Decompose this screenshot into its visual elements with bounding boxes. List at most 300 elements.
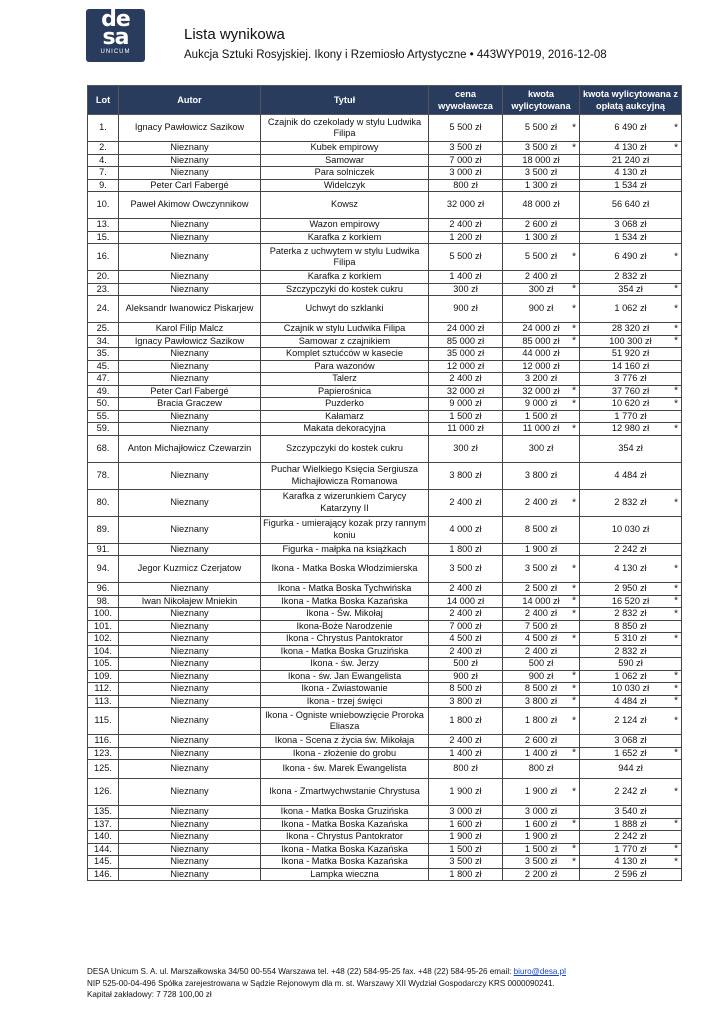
cell-start-price: 1 400 zł [429,747,503,760]
cell-price-with-fee [580,219,682,232]
cell-price-with-fee-value: 10 620 zł [611,398,650,408]
asterisk-mark: * [674,583,678,594]
cell-hammer-price-value: 5 500 zł [524,251,558,262]
cell-title: Figurka - umierający kozak przy rannym koniu [261,516,429,543]
cell-author: Nieznany [119,670,261,683]
cell-title: Ikona - Św. Mikołaj [261,608,429,621]
table-row [88,360,682,373]
cell-price-with-fee [580,556,682,583]
cell-hammer-price-value: 2 400 zł [524,645,558,656]
cell-price-with-fee [580,410,682,423]
cell-start-price: 24 000 zł [429,323,503,336]
cell-hammer-price-value: 1 600 zł [524,818,558,829]
cell-author: Nieznany [119,219,261,232]
table-header-row [88,86,682,115]
asterisk-mark: * [572,423,576,434]
cell-price-with-fee [580,670,682,683]
table-row [88,708,682,735]
cell-hammer-price-value: 8 500 zł [524,683,558,693]
cell-hammer-price [503,219,580,232]
cell-price-with-fee-value: 14 160 zł [611,360,650,371]
cell-price-with-fee-value: 21 240 zł [611,154,650,165]
footer-line-1 [87,966,687,978]
asterisk-mark: * [674,496,678,508]
cell-title: Talerz [261,373,429,386]
cell-hammer-price [503,831,580,844]
cell-hammer-price [503,608,580,621]
cell-lot: 49. [88,385,119,398]
table-row [88,516,682,543]
table-row [88,806,682,819]
asterisk-mark: * [572,695,576,707]
asterisk-mark: * [572,818,576,830]
cell-lot: 94. [88,556,119,583]
asterisk-mark: * [674,251,678,263]
cell-hammer-price [503,115,580,142]
cell-price-with-fee-value: 4 130 zł [614,856,647,866]
cell-price-with-fee-value: 4 130 zł [614,142,647,152]
cell-hammer-price-value: 2 600 zł [524,219,558,229]
cell-hammer-price-value: 2 400 zł [524,271,558,281]
cell-author: Bracia Graczew [119,398,261,411]
cell-start-price: 800 zł [429,179,503,192]
cell-lot: 10. [88,192,119,219]
cell-start-price: 2 400 zł [429,608,503,621]
cell-start-price: 7 000 zł [429,620,503,633]
cell-price-with-fee [580,283,682,296]
cell-price-with-fee [580,348,682,361]
cell-title: Samowar z czajnikiem [261,335,429,348]
cell-hammer-price [503,423,580,436]
cell-start-price: 11 000 zł [429,423,503,436]
cell-price-with-fee-value: 590 zł [618,658,643,668]
cell-hammer-price [503,620,580,633]
cell-hammer-price [503,556,580,583]
asterisk-mark: * [674,683,678,694]
cell-title: Ikona - Matka Boska Kazańska [261,843,429,856]
cell-lot: 20. [88,271,119,284]
cell-hammer-price [503,489,580,516]
cell-hammer-price-value: 1 500 zł [524,843,558,854]
cell-hammer-price-value: 3 800 zł [524,469,558,480]
table-row [88,856,682,869]
cell-hammer-price [503,410,580,423]
cell-title: Ikona - Ogniste wniebowzięcie Proroka Eliasza [261,708,429,735]
cell-author: Nieznany [119,831,261,844]
cell-hammer-price [503,323,580,336]
table-row [88,323,682,336]
footer-line-2: NIP 525-00-04-496 Spółka zarejestrowana w Sądzie Rejonowym dla m. st. Warszawy XII Wydział Gospodarczy KRS 0000090241. [87,978,555,988]
cell-hammer-price-value: 3 200 zł [524,373,558,383]
cell-author: Nieznany [119,806,261,819]
cell-hammer-price [503,516,580,543]
asterisk-mark: * [674,747,678,759]
table-row [88,192,682,219]
asterisk-mark: * [674,818,678,830]
cell-title: Kubek empirowy [261,142,429,155]
table-row [88,435,682,462]
cell-hammer-price [503,633,580,646]
cell-price-with-fee-value: 2 832 zł [614,271,647,281]
cell-author: Nieznany [119,543,261,556]
asterisk-mark: * [572,843,576,855]
cell-price-with-fee-value: 1 770 zł [614,843,647,854]
cell-start-price: 900 zł [429,670,503,683]
cell-hammer-price-value: 48 000 zł [522,199,560,210]
table-row [88,115,682,142]
table-row [88,489,682,516]
cell-title: Figurka - małpka na książkach [261,543,429,556]
cell-start-price: 2 400 zł [429,645,503,658]
cell-start-price: 5 500 zł [429,115,503,142]
cell-price-with-fee-value: 2 832 zł [614,645,647,656]
cell-author: Nieznany [119,645,261,658]
cell-lot: 47. [88,373,119,386]
cell-author: Nieznany [119,154,261,167]
cell-hammer-price-value: 1 800 zł [524,715,558,726]
cell-lot: 2. [88,142,119,155]
cell-hammer-price-value: 2 500 zł [524,583,558,593]
cell-price-with-fee [580,779,682,806]
cell-title: Widelczyk [261,179,429,192]
cell-hammer-price [503,435,580,462]
cell-price-with-fee [580,760,682,779]
cell-author: Anton Michajłowicz Czewarzin [119,435,261,462]
cell-price-with-fee [580,231,682,244]
table-row [88,595,682,608]
cell-price-with-fee-value: 8 850 zł [614,620,647,631]
table-row [88,410,682,423]
cell-start-price: 1 900 zł [429,779,503,806]
cell-start-price: 3 800 zł [429,462,503,489]
cell-price-with-fee [580,423,682,436]
cell-price-with-fee [580,843,682,856]
cell-price-with-fee-value: 1 652 zł [614,747,647,758]
cell-start-price: 3 500 zł [429,556,503,583]
cell-title: Puzderko [261,398,429,411]
cell-lot: 15. [88,231,119,244]
cell-lot: 50. [88,398,119,411]
cell-hammer-price [503,167,580,180]
cell-lot: 7. [88,167,119,180]
cell-author: Aleksandr Iwanowicz Piskarjew [119,296,261,323]
cell-price-with-fee-value: 2 124 zł [614,715,647,726]
cell-hammer-price [503,385,580,398]
cell-lot: 115. [88,708,119,735]
cell-title: Ikona - Chrystus Pantokrator [261,831,429,844]
cell-hammer-price [503,868,580,881]
cell-price-with-fee [580,645,682,658]
table-row [88,231,682,244]
cell-lot: 55. [88,410,119,423]
cell-price-with-fee-value: 3 776 zł [614,373,647,383]
cell-start-price: 300 zł [429,283,503,296]
cell-author: Nieznany [119,760,261,779]
footer [87,966,687,1001]
asterisk-mark: * [572,608,576,619]
cell-hammer-price [503,154,580,167]
asterisk-mark: * [572,303,576,315]
cell-start-price: 1 900 zł [429,831,503,844]
cell-start-price: 300 zł [429,435,503,462]
cell-price-with-fee [580,489,682,516]
table-row [88,296,682,323]
cell-price-with-fee [580,708,682,735]
cell-hammer-price [503,779,580,806]
cell-hammer-price-value: 2 400 zł [524,496,558,507]
table-row [88,556,682,583]
cell-hammer-price [503,398,580,411]
cell-hammer-price-value: 2 600 zł [524,735,558,745]
cell-title: Wazon empirowy [261,219,429,232]
cell-author: Nieznany [119,360,261,373]
asterisk-mark: * [674,323,678,334]
cell-author: Nieznany [119,856,261,869]
col-header-hammer-price: kwota wylicytowana [503,86,580,115]
cell-start-price: 3 500 zł [429,856,503,869]
cell-author: Nieznany [119,695,261,708]
cell-price-with-fee [580,543,682,556]
cell-price-with-fee-value: 2 242 zł [614,786,647,797]
cell-author: Nieznany [119,142,261,155]
cell-price-with-fee-value: 2 242 zł [614,543,647,554]
cell-price-with-fee [580,192,682,219]
table-row [88,543,682,556]
table-row [88,760,682,779]
table-row [88,423,682,436]
cell-title: Samowar [261,154,429,167]
table-row [88,219,682,232]
cell-price-with-fee-value: 4 484 zł [614,695,647,706]
cell-hammer-price-value: 18 000 zł [522,154,560,165]
cell-lot: 123. [88,747,119,760]
cell-hammer-price [503,348,580,361]
cell-start-price: 35 000 zł [429,348,503,361]
cell-start-price: 1 500 zł [429,410,503,423]
table-row [88,620,682,633]
cell-price-with-fee [580,296,682,323]
cell-lot: 145. [88,856,119,869]
cell-author: Nieznany [119,708,261,735]
cell-start-price: 3 800 zł [429,695,503,708]
cell-hammer-price-value: 1 300 zł [524,231,558,242]
asterisk-mark: * [674,843,678,855]
cell-lot: 105. [88,658,119,671]
cell-lot: 9. [88,179,119,192]
cell-start-price: 2 400 zł [429,489,503,516]
cell-price-with-fee-value: 2 950 zł [614,583,647,593]
cell-hammer-price [503,462,580,489]
cell-author: Karol Filip Malcz [119,323,261,336]
cell-price-with-fee [580,620,682,633]
cell-title: Paterka z uchwytem w stylu Ludwika Filipa [261,244,429,271]
table-row [88,608,682,621]
cell-price-with-fee-value: 1 888 zł [614,818,647,829]
cell-lot: 1. [88,115,119,142]
cell-title: Ikona-Boże Narodzenie [261,620,429,633]
cell-author: Nieznany [119,271,261,284]
cell-start-price: 1 500 zł [429,843,503,856]
cell-title: Ikona - Matka Boska Kazańska [261,856,429,869]
cell-price-with-fee [580,115,682,142]
asterisk-mark: * [674,595,678,607]
table-row [88,670,682,683]
cell-lot: 35. [88,348,119,361]
table-row [88,462,682,489]
cell-start-price: 32 000 zł [429,385,503,398]
cell-lot: 4. [88,154,119,167]
asterisk-mark: * [572,747,576,759]
cell-price-with-fee-value: 100 300 zł [609,335,652,346]
cell-hammer-price-value: 24 000 zł [522,323,560,333]
cell-lot: 137. [88,818,119,831]
asterisk-mark: * [572,670,576,682]
cell-hammer-price-value: 7 500 zł [524,620,558,631]
cell-author: Nieznany [119,868,261,881]
cell-author: Nieznany [119,633,261,646]
cell-title: Papierośnica [261,385,429,398]
table-row [88,398,682,411]
cell-author: Nieznany [119,348,261,361]
cell-price-with-fee [580,818,682,831]
cell-price-with-fee-value: 1 062 zł [614,303,647,314]
cell-lot: 104. [88,645,119,658]
cell-price-with-fee-value: 354 zł [618,283,643,294]
cell-title: Kowsz [261,192,429,219]
cell-lot: 113. [88,695,119,708]
cell-lot: 96. [88,583,119,596]
cell-lot: 140. [88,831,119,844]
cell-start-price: 1 600 zł [429,818,503,831]
cell-hammer-price-value: 900 zł [528,670,554,681]
cell-hammer-price [503,192,580,219]
logo-line-1: de [101,9,130,32]
cell-author: Nieznany [119,423,261,436]
cell-author: Nieznany [119,373,261,386]
cell-price-with-fee [580,142,682,155]
cell-author: Nieznany [119,608,261,621]
table-row [88,154,682,167]
cell-lot: 25. [88,323,119,336]
cell-price-with-fee [580,633,682,646]
cell-price-with-fee [580,398,682,411]
cell-hammer-price [503,683,580,696]
cell-hammer-price-value: 32 000 zł [522,385,560,396]
cell-hammer-price-value: 300 zł [528,442,554,453]
desa-unicum-logo [86,9,145,62]
cell-price-with-fee [580,323,682,336]
cell-lot: 24. [88,296,119,323]
cell-price-with-fee [580,373,682,386]
cell-lot: 135. [88,806,119,819]
cell-start-price: 4 500 zł [429,633,503,646]
cell-start-price: 3 000 zł [429,806,503,819]
cell-lot: 98. [88,595,119,608]
cell-hammer-price [503,735,580,748]
footer-email-link[interactable]: biuro@desa.pl [513,967,566,976]
cell-hammer-price [503,543,580,556]
cell-start-price: 14 000 zł [429,595,503,608]
table-row [88,283,682,296]
cell-hammer-price [503,271,580,284]
cell-price-with-fee [580,608,682,621]
cell-price-with-fee [580,583,682,596]
cell-author: Nieznany [119,462,261,489]
table-row [88,179,682,192]
table-row [88,868,682,881]
cell-hammer-price [503,843,580,856]
table-row [88,658,682,671]
cell-hammer-price [503,231,580,244]
cell-price-with-fee-value: 4 130 zł [614,167,647,177]
cell-hammer-price-value: 1 300 zł [524,179,558,190]
asterisk-mark: * [674,715,678,727]
cell-price-with-fee-value: 3 068 zł [614,219,647,229]
cell-hammer-price [503,760,580,779]
cell-title: Czajnik do czekolady w stylu Ludwika Filipa [261,115,429,142]
cell-price-with-fee [580,271,682,284]
asterisk-mark: * [674,633,678,644]
asterisk-mark: * [572,398,576,409]
cell-price-with-fee [580,360,682,373]
cell-title: Karafka z korkiem [261,271,429,284]
cell-price-with-fee-value: 12 980 zł [611,423,650,433]
cell-start-price: 32 000 zł [429,192,503,219]
cell-price-with-fee-value: 6 490 zł [614,122,647,133]
cell-author: Nieznany [119,516,261,543]
table-row [88,348,682,361]
cell-title: Ikona - Matka Boska Gruzińska [261,806,429,819]
cell-hammer-price [503,142,580,155]
asterisk-mark: * [674,856,678,867]
cell-author: Jegor Kuzmicz Czerjatow [119,556,261,583]
table-row [88,385,682,398]
asterisk-mark: * [674,398,678,409]
cell-lot: 34. [88,335,119,348]
cell-title: Ikona - złożenie do grobu [261,747,429,760]
cell-author: Nieznany [119,231,261,244]
cell-hammer-price-value: 1 500 zł [524,410,558,421]
table-row [88,831,682,844]
cell-price-with-fee-value: 1 062 zł [614,670,647,681]
table-body [88,115,682,881]
asterisk-mark: * [674,283,678,295]
cell-title: Czajnik w stylu Ludwika Filipa [261,323,429,336]
cell-author: Nieznany [119,620,261,633]
cell-hammer-price [503,747,580,760]
cell-author: Peter Carl Fabergé [119,179,261,192]
col-header-title: Tytuł [261,86,429,115]
asterisk-mark: * [572,251,576,263]
table-row [88,843,682,856]
cell-author: Nieznany [119,410,261,423]
cell-title: Ikona - Scena z życia św. Mikołaja [261,735,429,748]
cell-hammer-price [503,818,580,831]
cell-price-with-fee-value: 16 520 zł [611,595,650,606]
page-title: Lista wynikowa [184,26,285,43]
cell-author: Nieznany [119,683,261,696]
cell-title: Karafka z wizerunkiem Carycy Katarzyny II [261,489,429,516]
cell-price-with-fee-value: 4 484 zł [614,469,647,480]
cell-price-with-fee-value: 37 760 zł [611,385,650,396]
table-row [88,271,682,284]
cell-hammer-price-value: 3 500 zł [524,856,558,866]
cell-lot: 109. [88,670,119,683]
table-row [88,373,682,386]
asterisk-mark: * [572,335,576,347]
results-table [87,85,682,881]
cell-hammer-price-value: 5 500 zł [524,122,558,133]
